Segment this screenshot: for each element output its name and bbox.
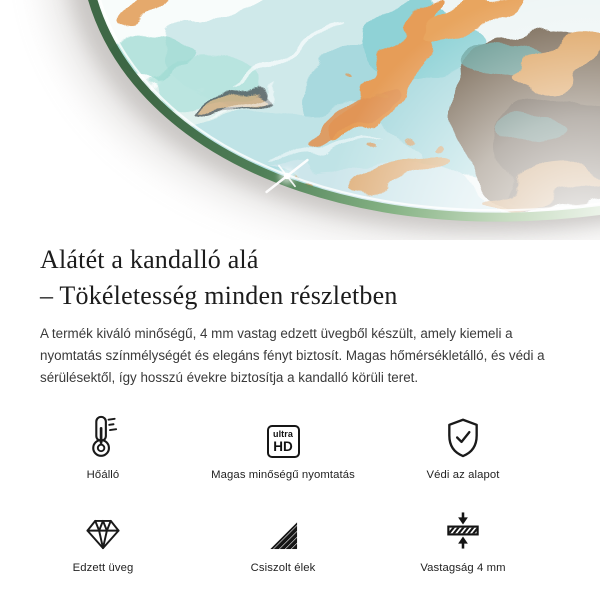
title-line-1: Alátét a kandalló alá <box>40 245 259 274</box>
feature-label: Edzett üveg <box>72 562 134 574</box>
polished-edges-icon <box>267 520 300 551</box>
feature-heat-resistant <box>13 414 193 481</box>
thermometer-icon <box>88 414 118 458</box>
feature-grid <box>13 414 553 574</box>
feature-polished-edges <box>193 507 373 574</box>
diamond-icon <box>84 518 122 551</box>
shield-check-icon <box>446 417 480 458</box>
feature-thickness <box>373 507 553 574</box>
ultra-hd-icon-text-bottom: HD <box>273 438 293 454</box>
feature-protects-base <box>373 414 553 481</box>
thickness-icon <box>445 510 481 551</box>
feature-tempered-glass <box>13 507 193 574</box>
ultra-hd-icon <box>267 425 300 458</box>
feature-label: Hőálló <box>86 469 120 481</box>
page-title <box>40 242 560 314</box>
feature-label: Magas minőségű nyomtatás <box>211 469 355 481</box>
feature-label: Védi az alapot <box>426 469 500 481</box>
feature-label: Csiszolt élek <box>250 562 316 574</box>
ultra-hd-icon-text-top: ultra <box>272 428 293 439</box>
title-line-2: – Tökéletesség minden részletben <box>40 281 398 310</box>
product-description: A termék kiváló minőségű, 4 mm vastag edzett üvegből készült, amely kiemeli a nyomtatás színmélységét és elegáns fényt biztosít. Magas hőmérsékletálló, és védi a sérülésektől, így hosszú évekre biztosítja a kandalló körüli teret. <box>40 326 545 385</box>
feature-print-quality <box>193 414 373 481</box>
glass-mat-photo <box>0 0 600 240</box>
product-image <box>0 0 600 240</box>
feature-label: Vastagság 4 mm <box>420 562 506 574</box>
